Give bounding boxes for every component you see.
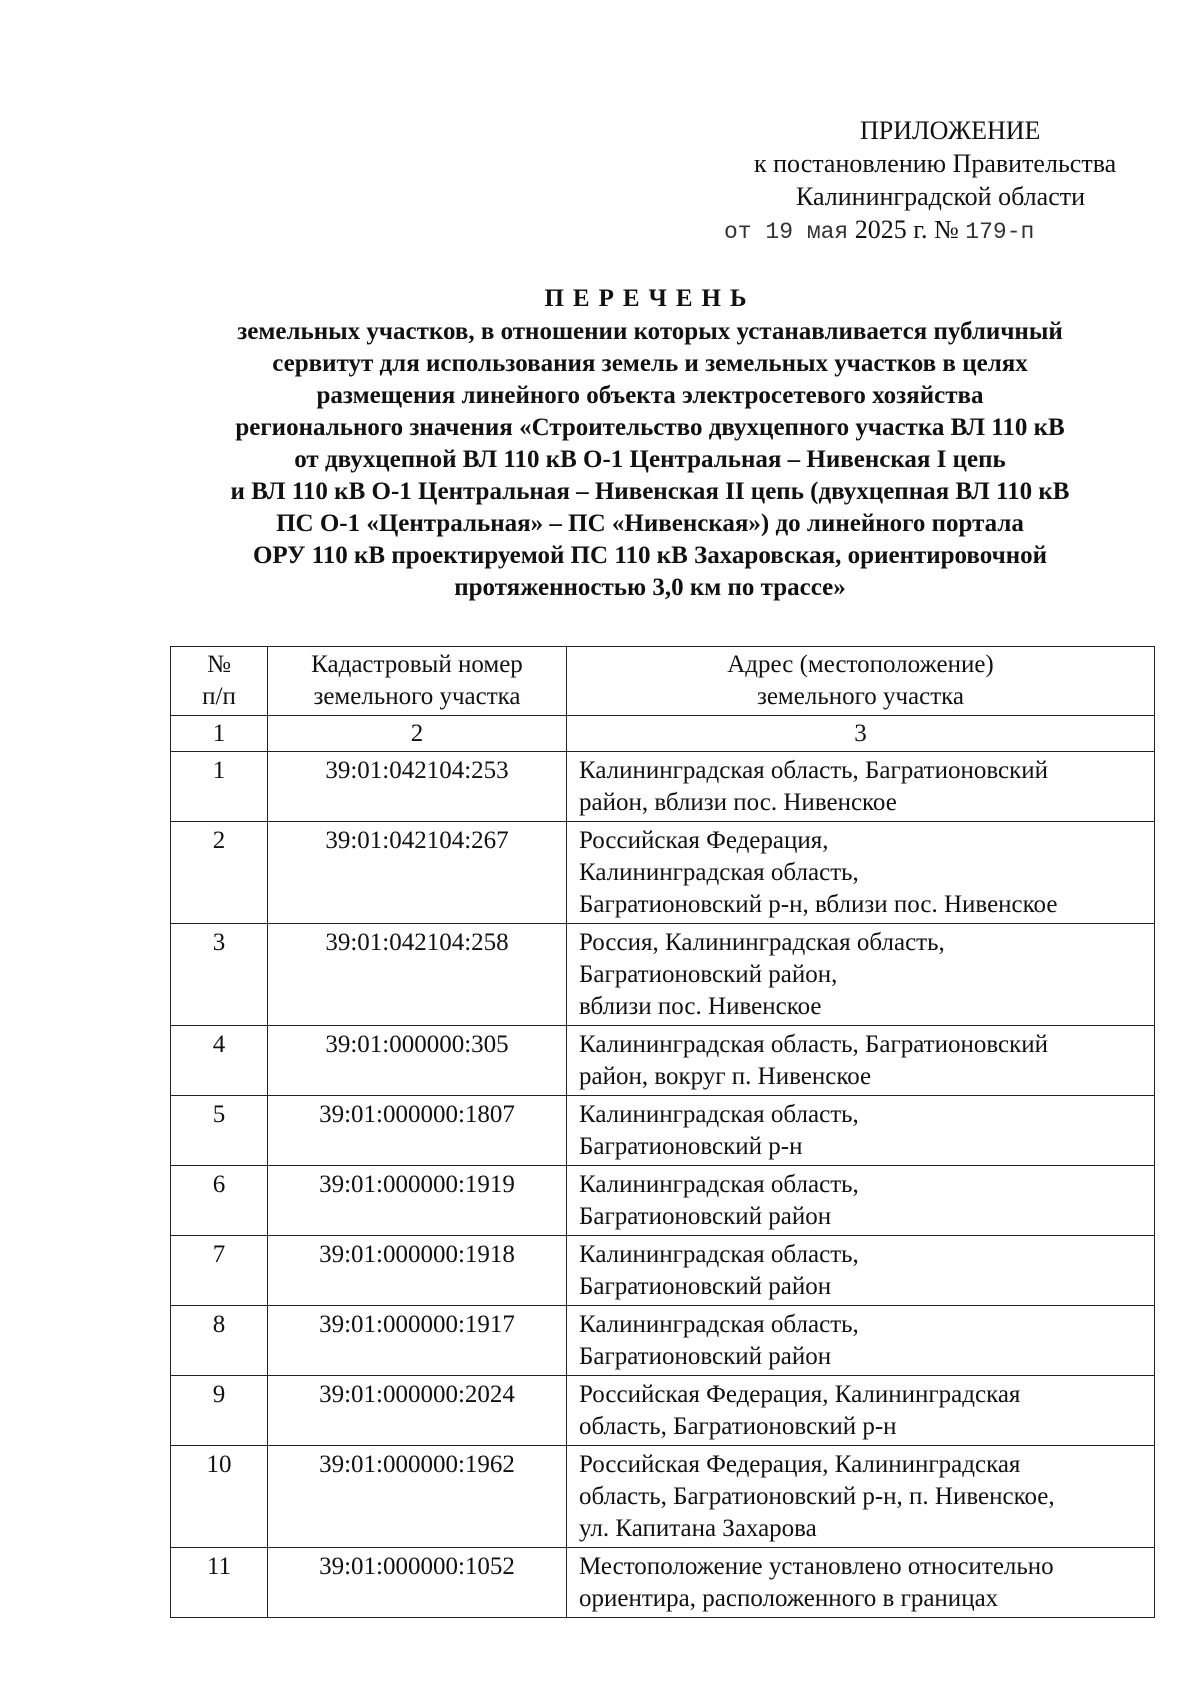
table-row [171,1026,1155,1096]
row-number: 4 [171,1026,268,1096]
address-line: Российская Федерация, [579,827,829,854]
table-body [171,716,1155,1618]
cadastral-number: 39:01:000000:305 [268,1026,567,1096]
address-line: Багратионовский р-н, вблизи пос. Нивенское [579,891,1058,918]
header-number-line2: п/п [202,683,236,710]
plot-address [567,1446,1155,1548]
table-row [171,924,1155,1026]
address-line: Багратионовский район [579,1343,832,1370]
row-number: 11 [171,1548,268,1618]
address-line: ориентира, расположенного в границах [579,1585,999,1612]
address-line: Калининградская область, [579,1311,859,1338]
address-line: область, Багратионовский р-н [579,1413,897,1440]
address-line: Багратионовский район [579,1273,832,1300]
appendix-year: 2025 г. № [854,215,959,244]
address-line: Багратионовский район [579,1203,832,1230]
table-row [171,1548,1155,1618]
appendix-title: ПРИЛОЖЕНИЕ [860,116,1041,145]
cadastral-number: 39:01:000000:1918 [268,1236,567,1306]
plot-address [567,1306,1155,1376]
address-line: Местоположение установлено относительно [579,1553,1054,1580]
table-row [171,1376,1155,1446]
address-line: ул. Капитана Захарова [579,1515,817,1542]
table-row [171,822,1155,924]
row-number: 8 [171,1306,268,1376]
appendix-number: 179-п [965,219,1035,245]
title-line: сервитут для использования земель и земельных участков в целях [272,350,1028,377]
plot-address [567,1026,1155,1096]
table-row [171,752,1155,822]
cadastral-number: 39:01:000000:1919 [268,1166,567,1236]
appendix-header [720,114,1160,249]
appendix-line-resolution: к постановлению Правительства [754,149,1117,178]
table-row [171,1236,1155,1306]
column-index: 1 [171,716,268,752]
row-number: 7 [171,1236,268,1306]
header-cadastral-line2: земельного участка [313,683,521,710]
column-index: 3 [567,716,1155,752]
plot-address [567,1096,1155,1166]
header-number [171,647,268,716]
address-line: область, Багратионовский р-н, п. Нивенское, [579,1483,1055,1510]
address-line: Калининградская область, [579,1241,859,1268]
cadastral-number: 39:01:000000:1052 [268,1548,567,1618]
address-line: вблизи пос. Нивенское [579,993,822,1020]
column-index: 2 [268,716,567,752]
table-row [171,1166,1155,1236]
address-line: Калининградская область, [579,1101,859,1128]
document-heading: ПЕРЕЧЕНЬ [544,285,756,312]
cadastral-number: 39:01:042104:253 [268,752,567,822]
title-line: от двухцепной ВЛ 110 кВ О-1 Центральная – Нивенская I цепь [294,446,1006,473]
address-line: район, вокруг п. Нивенское [579,1063,872,1090]
header-address [567,647,1155,716]
row-number: 2 [171,822,268,924]
header-number-line1: № [207,651,231,678]
cadastral-number: 39:01:000000:1807 [268,1096,567,1166]
plot-address [567,752,1155,822]
cadastral-number: 39:01:042104:258 [268,924,567,1026]
address-line: Россия, Калининградская область, [579,929,945,956]
title-line: земельных участков, в отношении которых устанавливается публичный [237,318,1063,345]
row-number: 9 [171,1376,268,1446]
address-line: Российская Федерация, Калининградская [579,1451,1021,1478]
appendix-line-region: Калининградской области [796,182,1086,211]
header-address-line2: земельного участка [756,683,965,710]
address-line: Калининградская область, [579,1171,859,1198]
plot-address [567,1376,1155,1446]
document-title [150,283,1150,604]
header-cadastral-line1: Кадастровый номер [311,651,523,678]
cadastral-number: 39:01:000000:1962 [268,1446,567,1548]
title-line: регионального значения «Строительство двухцепного участка ВЛ 110 кВ [235,414,1065,441]
plot-address [567,1166,1155,1236]
address-line: Багратионовский район, [579,961,838,988]
row-number: 1 [171,752,268,822]
title-line: и ВЛ 110 кВ О-1 Центральная – Нивенская II цепь (двухцепная ВЛ 110 кВ [230,478,1070,505]
address-line: Калининградская область, [579,859,859,886]
row-number: 5 [171,1096,268,1166]
address-line: Российская Федерация, Калининградская [579,1381,1021,1408]
address-line: Багратионовский р-н [579,1133,803,1160]
plot-address [567,924,1155,1026]
cadastral-number: 39:01:042104:267 [268,822,567,924]
row-number: 6 [171,1166,268,1236]
address-line: Калининградская область, Багратионовский [579,757,1049,784]
appendix-date-line [720,213,1160,249]
row-number: 10 [171,1446,268,1548]
plot-address [567,822,1155,924]
header-cadastral [268,647,567,716]
row-number: 3 [171,924,268,1026]
address-line: район, вблизи пос. Нивенское [579,789,897,816]
appendix-date: от 19 мая [724,219,849,245]
table-row [171,1446,1155,1548]
column-index-row [171,716,1155,752]
table-row [171,1096,1155,1166]
cadastral-number: 39:01:000000:1917 [268,1306,567,1376]
title-line: ПС О-1 «Центральная» – ПС «Нивенская») до линейного портала [276,510,1024,537]
address-line: Калининградская область, Багратионовский [579,1031,1049,1058]
title-line: ОРУ 110 кВ проектируемой ПС 110 кВ Захаровская, ориентировочной [252,542,1048,569]
table-header-row [171,647,1155,716]
title-line: протяженностью 3,0 км по трассе» [454,574,846,601]
land-plots-table [170,646,1155,1618]
plot-address [567,1548,1155,1618]
table-row [171,1306,1155,1376]
title-line: размещения линейного объекта электросетевого хозяйства [316,382,984,409]
header-address-line1: Адрес (местоположение) [727,651,994,678]
plot-address [567,1236,1155,1306]
cadastral-number: 39:01:000000:2024 [268,1376,567,1446]
